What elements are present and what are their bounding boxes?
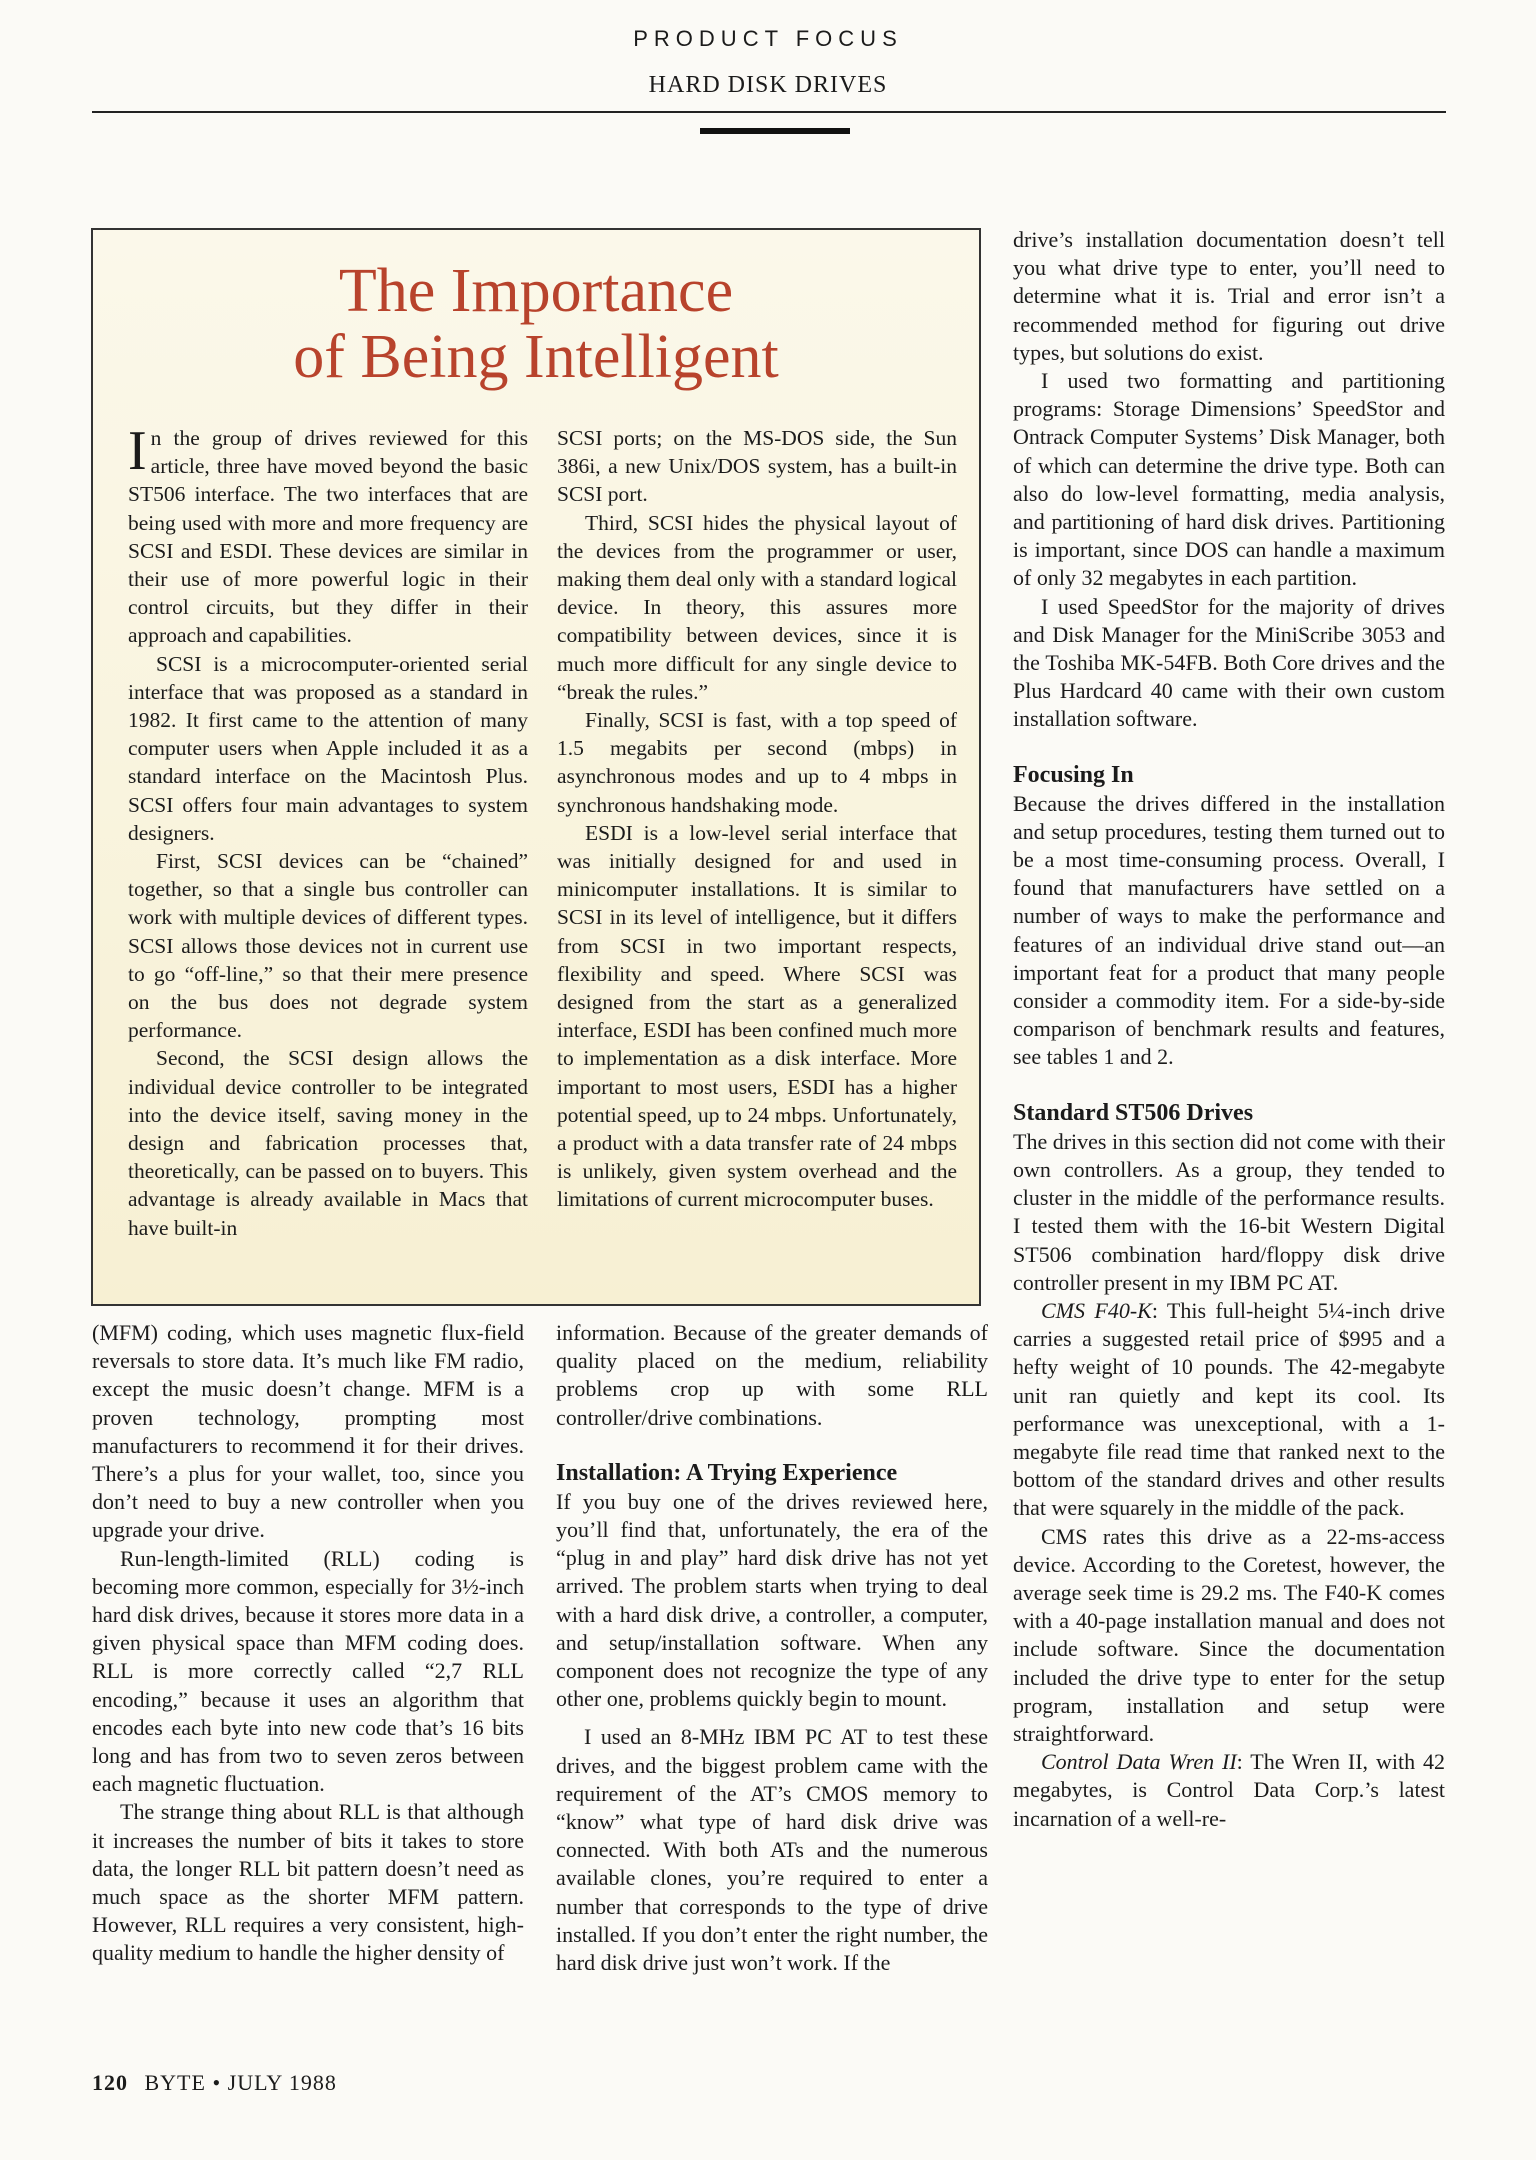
- paragraph: I used two formatting and partitioning programs: Storage Dimensions’ SpeedStor and Ontrack Computer Systems’ Disk Manager, both of which can determine the drive type. Both can also do low-level formatting, media analysis, and partitioning of hard disk drives. Partitioning is important, since DOS can handle a maximum of only 32 megabytes in each partition.: [1013, 368, 1445, 591]
- header-rule-accent: [700, 128, 850, 134]
- sidebar-title-line1: The Importance: [338, 257, 734, 325]
- paragraph: Finally, SCSI is fast, with a top speed of 1.5 megabits per second (mbps) in asynchronous modes and up to 4 mbps in synchronous handshaking mode.: [557, 708, 957, 817]
- paragraph: The strange thing about RLL is that although it increases the number of bits it takes to store data, the longer RLL bit pattern doesn’t need as much space as the shorter MFM pattern. However, RLL requires a very consistent, high-quality medium to handle the higher density of: [92, 1799, 524, 1966]
- paragraph: Run-length-limited (RLL) coding is becoming more common, especially for 3½-inch hard disk drives, because it stores more data in a given physical space than MFM coding does. RLL is more correctly called “2,7 RLL encoding,” because it uses an algorithm that encodes each byte into new code that’s 16 bits long and has from two to seven zeros between each magnetic fluctuation.: [92, 1545, 524, 1797]
- page-number: 120: [92, 2070, 128, 2095]
- drop-cap: I: [128, 424, 147, 482]
- paragraph: SCSI ports; on the MS-DOS side, the Sun 386i, a new Unix/DOS system, has a built-in SCSI port.: [557, 426, 957, 507]
- heading-installation: Installation: A Trying Experience: [556, 1459, 898, 1486]
- paragraph: ESDI is a low-level serial interface that was initially designed for and used in minicomputer installations. It is similar to SCSI in its level of intelligence, but it differs from SCSI in two important respects, flexibility and speed. Where SCSI was designed from the start as a generalized interface, ESDI has been confined much more to implementation as a disk interface. More important to most users, ESDI has a higher potential speed, up to 24 mbps. Unfortunately, a product with a data transfer rate of 24 mbps is unlikely, given system overhead and the limitations of current microcomputer buses.: [557, 820, 957, 1212]
- kicker: PRODUCT FOCUS: [633, 26, 903, 51]
- paragraph: (MFM) coding, which uses magnetic flux-field reversals to store data. It’s much like FM radio, except the music doesn’t change. MFM is a proven technology, prompting most manufacturers to recommend it for their drives. There’s a plus for your wallet, too, since you don’t need to buy a new controller when you upgrade your drive.: [92, 1320, 524, 1543]
- product-name: Control Data Wren II: [1041, 1749, 1237, 1775]
- body-column-2: [556, 1319, 988, 2059]
- sidebar-column-left: [128, 424, 528, 1294]
- paragraph: Third, SCSI hides the physical layout of the devices from the programmer or user, making them deal only with a standard logical device. In theory, this assures more compatibility between devices, since it is much more difficult for any single device to “break the rules.”: [557, 510, 957, 704]
- sidebar-box: [91, 228, 981, 1306]
- publication-info: BYTE • JULY 1988: [144, 2070, 337, 2095]
- paragraph: I used SpeedStor for the majority of drives and Disk Manager for the MiniScribe 3053 and the Toshiba MK-54FB. Both Core drives and the Plus Hardcard 40 came with their own custom installation software.: [1013, 593, 1445, 732]
- heading-standard-st506: Standard ST506 Drives: [1013, 1099, 1254, 1126]
- paragraph: In the group of drives reviewed for this article, three have moved beyond the basic ST506 interface. The two interfaces that are being used with more and more frequency are SCSI and ESDI. These devices are similar in their use of more powerful logic in their control circuits, but they differ in their approach and capabilities.: [128, 424, 528, 648]
- page-footer: [92, 2070, 337, 2096]
- paragraph: CMS rates this drive as a 22-ms-access device. According to the Coretest, however, the average seek time is 29.2 ms. The F40-K comes with a 40-page installation manual and does not include software. Since the documentation included the drive type to enter for the setup program, installation and setup were straightforward.: [1013, 1523, 1445, 1746]
- paragraph: Second, the SCSI design allows the individual device controller to be integrated into the device itself, saving money in the design and fabrication processes that, theoretically, can be passed on to buyers. This advantage is already available in Macs that have built-in: [128, 1046, 528, 1240]
- body-column-1: [92, 1319, 524, 2059]
- paragraph: drive’s installation documentation doesn’t tell you what drive type to enter, you’ll need to determine what it is. Trial and error isn’t a recommended method for figuring out drive types, but solutions do exist.: [1013, 227, 1445, 365]
- paragraph: information. Because of the greater demands of quality placed on the medium, reliability problems crop up with some RLL controller/drive combinations.: [556, 1320, 988, 1430]
- section-title: HARD DISK DRIVES: [648, 72, 888, 98]
- paragraph: Because the drives differed in the installation and setup procedures, testing them turned out to be a most time-consuming process. Overall, I found that manufacturers have settled on a number of ways to make the performance and features of an individual drive stand out—an important feat for a product that many people consider a commodity item. For a side-by-side comparison of benchmark results and features, see tables 1 and 2.: [1013, 790, 1445, 1070]
- paragraph: CMS F40-K: This full-height 5¼-inch drive carries a suggested retail price of $995 and a hefty weight of 10 pounds. The 42-megabyte unit ran quietly and kept its cool. Its performance was unexceptional, with a 1-megabyte file read time that ranked next to the bottom of the standard drives and other results that were squarely in the middle of the pack.: [1013, 1297, 1445, 1521]
- product-name: CMS F40-K: [1041, 1297, 1152, 1323]
- header-rule: [92, 111, 1446, 113]
- paragraph: I used an 8-MHz IBM PC AT to test these drives, and the biggest problem came with the requirement of the AT’s CMOS memory to “know” what type of hard disk drive was connected. With both ATs and the numerous available clones, you’re required to enter a number that corresponds to the type of drive installed. If you don’t enter the right number, the hard disk drive just won’t work. If the: [556, 1724, 988, 1976]
- paragraph: SCSI is a microcomputer-oriented serial interface that was proposed as a standard in 1982. It first came to the attention of many computer users when Apple included it as a standard interface on the Macintosh Plus. SCSI offers four main advantages to system designers.: [128, 651, 528, 845]
- paragraph: The drives in this section did not come with their own controllers. As a group, they tended to cluster in the middle of the performance results. I tested them with the 16-bit Western Digital ST506 combination hard/floppy disk drive controller present in my IBM PC AT.: [1013, 1128, 1445, 1295]
- sidebar-title: [93, 258, 979, 390]
- heading-focusing-in: Focusing In: [1013, 761, 1134, 788]
- sidebar-column-right: [557, 424, 957, 1294]
- sidebar-title-line2: of Being Intelligent: [293, 323, 779, 391]
- paragraph: If you buy one of the drives reviewed here, you’ll find that, unfortunately, the era of the “plug in and play” hard disk drive has not yet arrived. The problem starts when trying to deal with a hard disk drive, a controller, a computer, and setup/installation software. When any component does not recognize the type of any other one, problems quickly begin to mount.: [556, 1488, 988, 1712]
- body-column-3: [1013, 226, 1445, 2060]
- paragraph: Control Data Wren II: The Wren II, with 42 megabytes, is Control Data Corp.’s latest incarnation of a well-re-: [1013, 1749, 1445, 1831]
- paragraph: First, SCSI devices can be “chained” together, so that a single bus controller can work with multiple devices of different types. SCSI allows those devices not in current use to go “off-line,” so that their mere presence on the bus does not degrade system performance.: [128, 849, 528, 1043]
